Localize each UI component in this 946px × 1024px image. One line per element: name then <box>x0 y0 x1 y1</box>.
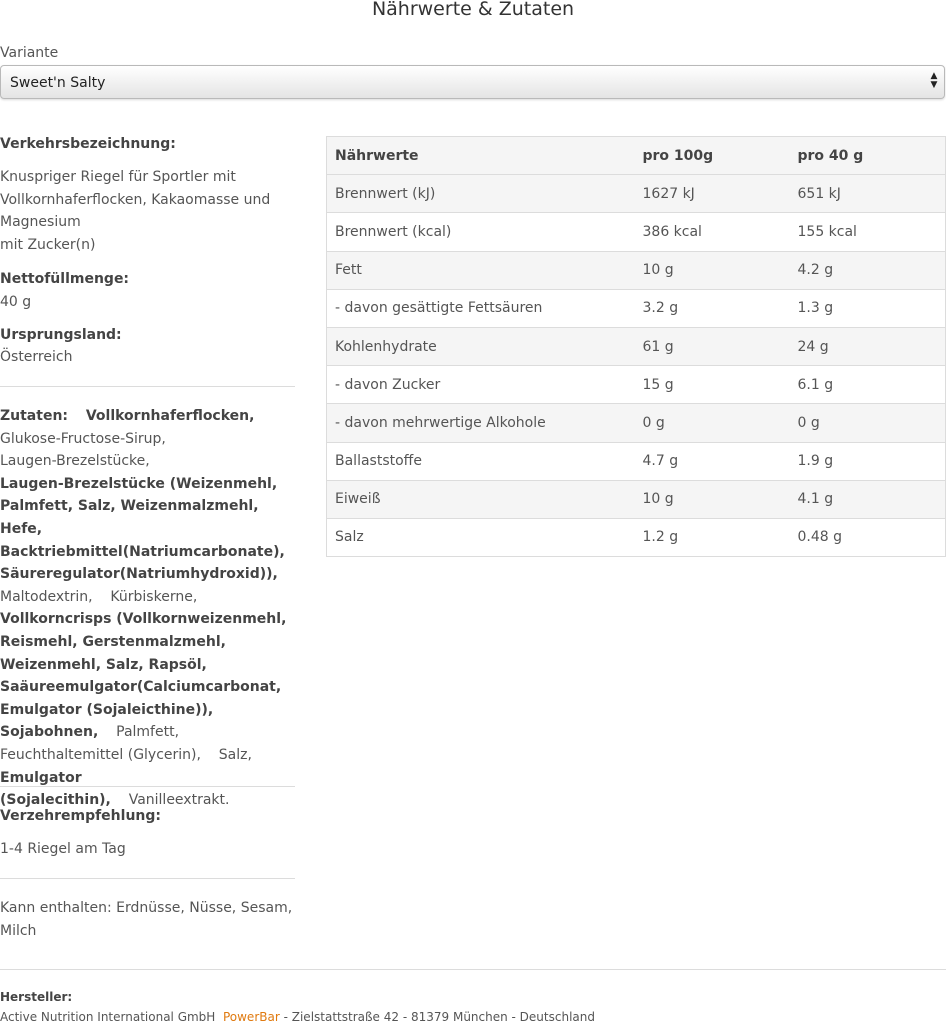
table-cell: Brennwert (kcal) <box>327 213 635 251</box>
table-row <box>327 289 946 327</box>
ingredient: Laugen-Brezelstücke (Weizenmehl, <box>0 475 278 492</box>
table-cell: - davon mehrwertige Alkohole <box>327 404 635 442</box>
designation-line: Magnesium <box>0 214 81 231</box>
divider <box>0 786 295 787</box>
nutrition-table <box>326 136 946 557</box>
address: - Zielstattstraße 42 - 81379 München - Deutschland <box>283 1010 595 1024</box>
brand-link[interactable]: PowerBar <box>222 1010 280 1024</box>
table-cell: 10 g <box>635 251 790 289</box>
designation-line: Vollkornhaferflocken, Kakaomasse und <box>0 191 271 208</box>
company-name: Active Nutrition International GmbH <box>0 1010 216 1024</box>
table-cell: 6.1 g <box>790 366 946 404</box>
designation-line: mit Zucker(n) <box>0 236 96 253</box>
ingredient: Weizenmehl, Salz, Rapsöl, <box>0 656 207 673</box>
allergens-text <box>0 897 296 942</box>
designation-text <box>0 166 296 256</box>
table-header-cell: pro 40 g <box>790 137 946 175</box>
designation-line: Knuspriger Riegel für Sportler mit <box>0 169 236 185</box>
table-cell: 651 kJ <box>790 175 946 213</box>
table-row <box>327 175 946 213</box>
ingredient: Säureregulator(Natriumhydroxid)), <box>0 566 278 583</box>
ingredient: Feuchthaltemittel (Glycerin), <box>0 746 201 763</box>
net-quantity-label: Nettofüllmenge: <box>0 271 130 287</box>
table-header-cell: pro 100g <box>635 137 790 175</box>
table-cell: 0.48 g <box>790 518 946 556</box>
origin-value: Österreich <box>0 349 73 365</box>
ingredient: Maltodextrin, <box>0 588 93 605</box>
manufacturer-label: Hersteller: <box>0 990 73 1004</box>
ingredient: Backtriebmittel(Natriumcarbonate), <box>0 543 285 560</box>
net-quantity-value: 40 g <box>0 294 32 310</box>
recommendation-value: 1-4 Riegel am Tag <box>0 841 126 857</box>
table-header-cell: Nährwerte <box>327 137 635 175</box>
manufacturer-info <box>0 1009 595 1024</box>
table-cell: Salz <box>327 518 635 556</box>
ingredient: Palmfett, <box>116 724 180 741</box>
ingredient: Kürbiskerne, <box>110 588 198 605</box>
allergens-line: Kann enthalten: Erdnüsse, Nüsse, Sesam, <box>0 900 293 916</box>
table-cell: 15 g <box>635 366 790 404</box>
table-cell: 1627 kJ <box>635 175 790 213</box>
table-row <box>327 518 946 556</box>
table-cell: 4.2 g <box>790 251 946 289</box>
designation-label: Verkehrsbezeichnung: <box>0 136 176 152</box>
table-cell: Eiweiß <box>327 480 635 518</box>
footer-divider <box>0 969 946 970</box>
ingredient: Salz, <box>218 746 252 763</box>
nutrition-table-body <box>327 175 946 557</box>
ingredient: Vanilleextrakt. <box>128 792 230 809</box>
ingredient: Vollkornhaferflocken, <box>85 408 255 424</box>
table-cell: 24 g <box>790 327 946 365</box>
ingredient: Saäureemulgator(Calciumcarbonat, <box>0 679 282 696</box>
table-cell: - davon gesättigte Fettsäuren <box>327 289 635 327</box>
page-title: Nährwerte & Zutaten <box>371 0 575 20</box>
table-cell: 1.3 g <box>790 289 946 327</box>
ingredient: Laugen-Brezelstücke, <box>0 453 150 470</box>
table-cell: 10 g <box>635 480 790 518</box>
select-arrows-icon: ▲ ▼ <box>930 71 938 90</box>
divider <box>0 878 295 879</box>
table-row <box>327 480 946 518</box>
ingredient: Reismehl, Gerstenmalzmehl, <box>0 633 226 650</box>
table-cell: 3.2 g <box>635 289 790 327</box>
allergens-line: Milch <box>0 922 37 939</box>
table-cell: 4.7 g <box>635 442 790 480</box>
variant-select[interactable] <box>0 65 945 99</box>
ingredient: Palmfett, Salz, Weizenmalzmehl, Hefe, <box>0 498 259 537</box>
table-cell: Ballaststoffe <box>327 442 635 480</box>
variant-select-value: Sweet'n Salty <box>10 75 106 91</box>
table-row <box>327 366 946 404</box>
table-cell: 386 kcal <box>635 213 790 251</box>
table-cell: 0 g <box>635 404 790 442</box>
table-row <box>327 251 946 289</box>
table-cell: 1.9 g <box>790 442 946 480</box>
ingredients-text <box>0 405 296 812</box>
table-cell: - davon Zucker <box>327 366 635 404</box>
table-row <box>327 442 946 480</box>
ingredient: Vollkorncrisps (Vollkornweizenmehl, <box>0 611 287 628</box>
origin-label: Ursprungsland: <box>0 327 122 343</box>
table-cell: 0 g <box>790 404 946 442</box>
ingredient: Emulgator (Sojaleicthine)), <box>0 701 214 718</box>
ingredient: Glukose-Fructose-Sirup, <box>0 430 166 447</box>
recommendation-label: Verzehrempfehlung: <box>0 808 161 824</box>
table-row <box>327 213 946 251</box>
table-header-row <box>327 137 946 175</box>
table-cell: 61 g <box>635 327 790 365</box>
divider <box>0 386 295 387</box>
table-cell: Kohlenhydrate <box>327 327 635 365</box>
table-row <box>327 327 946 365</box>
table-cell: 4.1 g <box>790 480 946 518</box>
table-cell: Brennwert (kJ) <box>327 175 635 213</box>
table-cell: 155 kcal <box>790 213 946 251</box>
ingredient: Emulgator (Sojalecithin), <box>0 769 111 809</box>
table-row <box>327 404 946 442</box>
table-cell: 1.2 g <box>635 518 790 556</box>
ingredients-label: Zutaten: <box>0 408 69 424</box>
table-cell: Fett <box>327 251 635 289</box>
ingredient: Sojabohnen, <box>0 724 99 741</box>
variant-label: Variante <box>0 45 59 61</box>
